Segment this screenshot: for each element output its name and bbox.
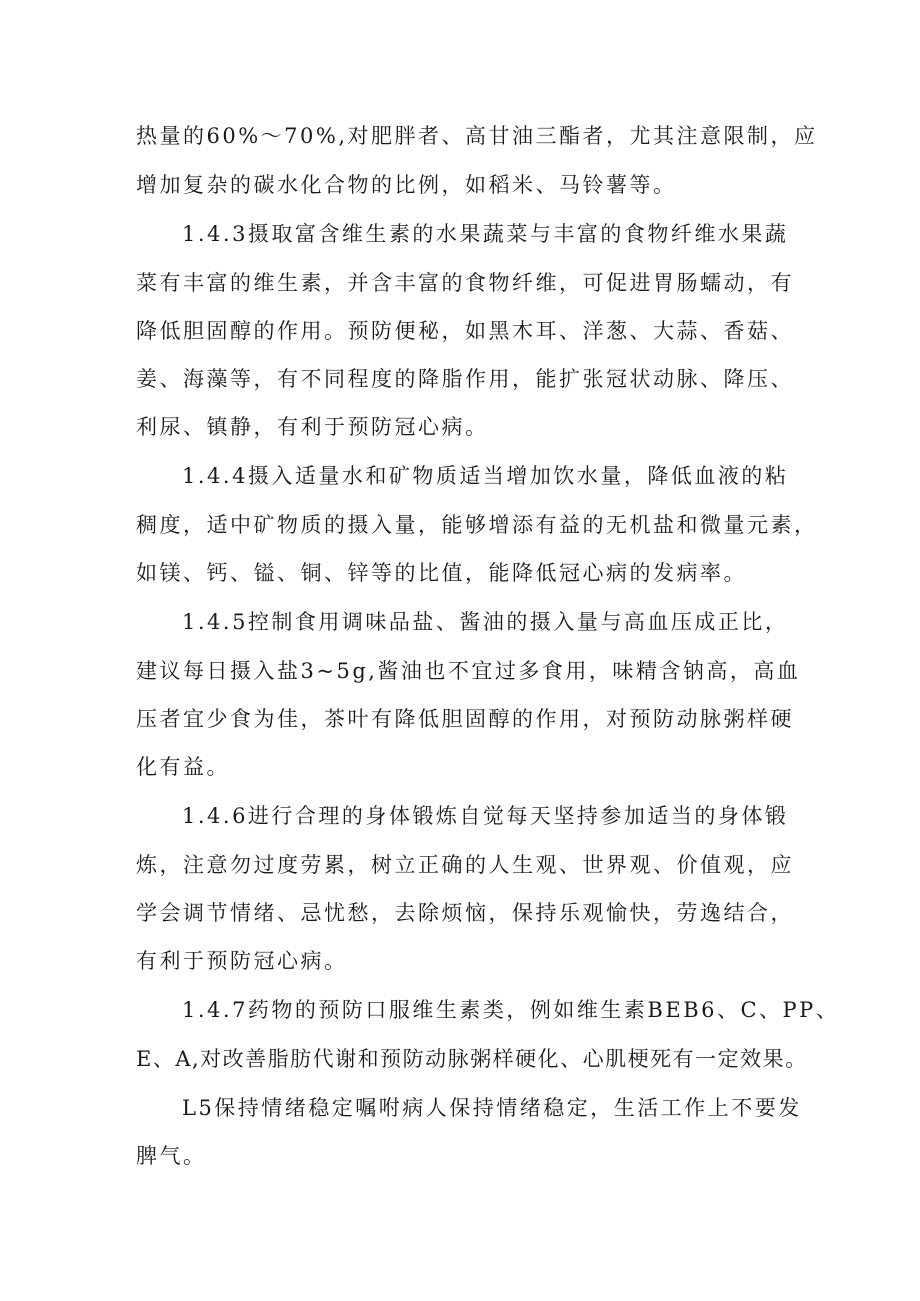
- text-line: 稠度，适中矿物质的摄入量，能够增添有益的无机盐和微量元素，: [136, 513, 818, 537]
- section-1-4-5-heading-line: 1.4.5控制食用调味品盐、酱油的摄入量与高血压成正比，: [182, 610, 789, 634]
- text-line: 菜有丰富的维生素，并含丰富的食物纤维，可促进胃肠蠕动，有: [136, 271, 794, 295]
- text-line: 脾气。: [136, 1144, 207, 1168]
- section-1-4-6-heading-line: 1.4.6进行合理的身体锻炼自觉每天坚持参加适当的身体锻: [182, 804, 789, 828]
- text-line: E、A,对改善脂肪代谢和预防动脉粥样硬化、心肌梗死有一定效果。: [136, 1047, 808, 1071]
- text-line: 姜、海藻等，有不同程度的降脂作用，能扩张冠状动脉、降压、: [136, 367, 794, 391]
- section-1-4-3-heading-line: 1.4.3摄取富含维生素的水果蔬菜与丰富的食物纤维水果蔬: [182, 222, 789, 246]
- text-line: 化有益。: [136, 755, 230, 779]
- text-line: 压者宜少食为佳，茶叶有降低胆固醇的作用，对预防动脉粥样硬: [136, 707, 794, 731]
- text-line: 有利于预防冠心病。: [136, 949, 348, 973]
- text-line: 如镁、钙、镒、铜、锌等的比值，能降低冠心病的发病率。: [136, 561, 747, 585]
- section-1-4-4-heading-line: 1.4.4摄入适量水和矿物质适当增加饮水量，降低血液的粘: [182, 464, 789, 488]
- text-line: 增加复杂的碳水化合物的比例，如稻米、马铃薯等。: [136, 173, 677, 197]
- section-1-4-7-heading-line: 1.4.7药物的预防口服维生素类，例如维生素BEB6、C、PP、: [182, 998, 840, 1022]
- text-line: 降低胆固醇的作用。预防便秘，如黑木耳、洋葱、大蒜、香菇、: [136, 319, 794, 343]
- text-line: 炼，注意勿过度劳累，树立正确的人生观、世界观、价值观，应: [136, 853, 794, 877]
- text-line: 建议每日摄入盐3~5g,酱油也不宜过多食用，味精含钠高，高血: [136, 659, 801, 683]
- text-line: 利尿、镇静，有利于预防冠心病。: [136, 415, 489, 439]
- text-line: 热量的60%～70%,对肥胖者、高甘油三酯者，尤其注意限制，应: [136, 124, 818, 148]
- section-1-5-heading-line: L5保持情绪稳定嘱咐病人保持情绪稳定，生活工作上不要发: [182, 1096, 802, 1120]
- text-line: 学会调节情绪、忌忧愁，去除烦恼，保持乐观愉快，劳逸结合，: [136, 901, 794, 925]
